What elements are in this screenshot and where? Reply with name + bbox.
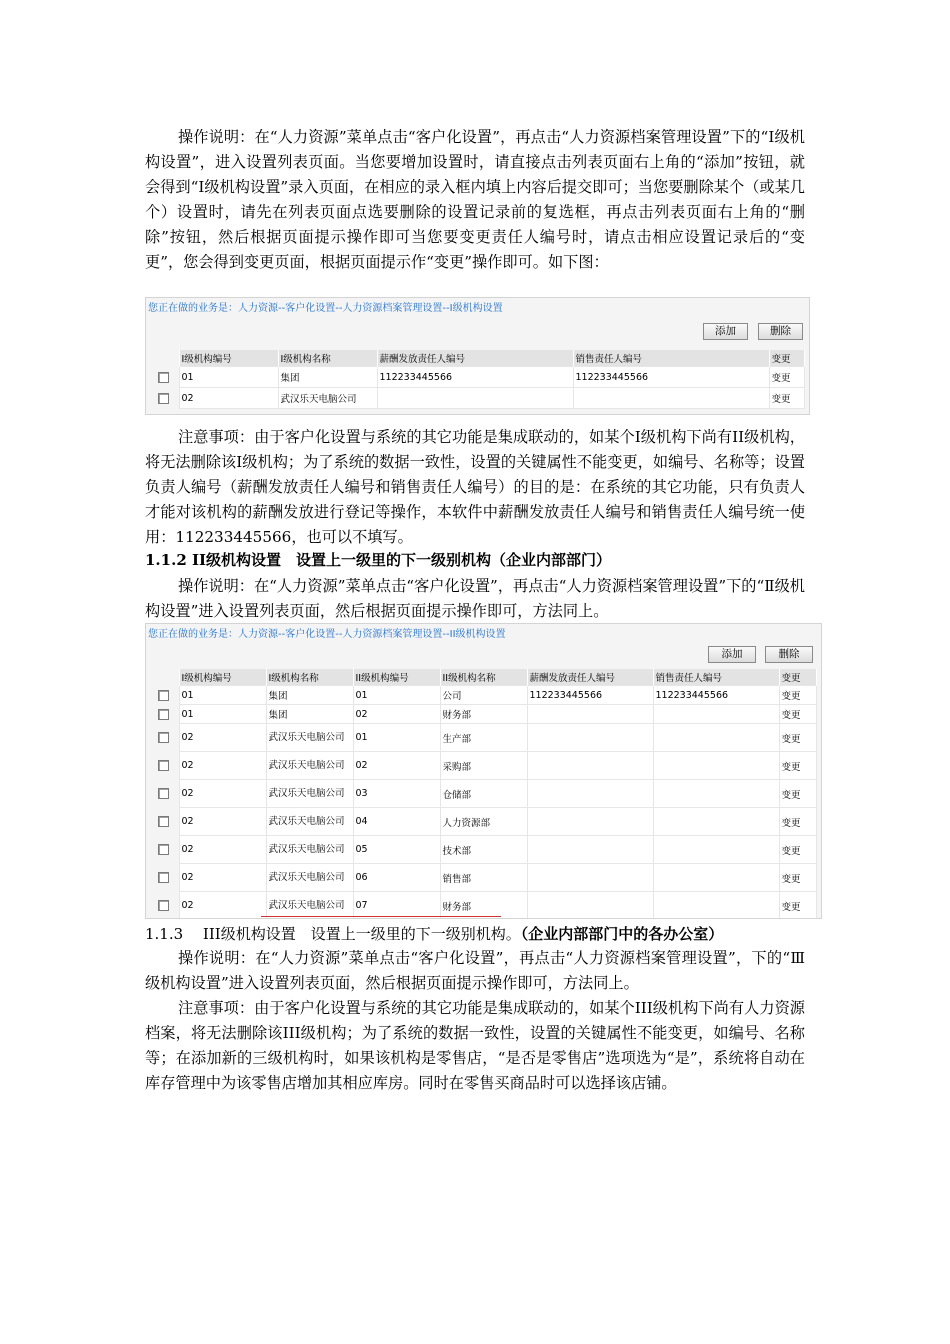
red-highlight-mark: [809, 320, 810, 346]
paragraph-level3-notes: 注意事项：由于客户化设置与系统的其它功能是集成联动的，如某个III级机构下尚有人力资源档案，将无法删除该III级机构；为了系统的数据一致性，设置的关键属性不能变更，如编号、名称等；在添加新的三级机构时，如果该机构是零售店，“是否是零售店”选项选为“是”，系统将自动在库存管理中为该零售店增加其相应库房。同时在零售买商品时可以选择该店铺。: [145, 999, 805, 1092]
cell-name: 集团: [278, 367, 377, 388]
cell-level2-name: 采购部: [440, 752, 527, 780]
cell-level2-name: 人力资源部: [440, 808, 527, 836]
cell-level2-code: 01: [353, 686, 440, 705]
cell-code: 02: [179, 388, 278, 409]
column-header: II级机构编号: [353, 669, 440, 686]
row-checkbox[interactable]: [158, 709, 169, 720]
cell-level1-code: 01: [179, 705, 266, 724]
column-header: I级机构编号: [179, 350, 278, 367]
cell-salary-owner: [527, 752, 653, 780]
cell-level2-code: 04: [353, 808, 440, 836]
cell-level1-code: 01: [179, 686, 266, 705]
cell-code: 01: [179, 367, 278, 388]
heading-1-1-3-bold: （企业内部部门中的各办公室）: [520, 925, 724, 943]
screenshot-level1-list: [145, 297, 810, 415]
table-row: [149, 686, 816, 705]
cell-sales-owner: [653, 836, 779, 864]
table-row: [149, 780, 816, 808]
table-header-row: [149, 669, 816, 686]
cell-level2-code: 02: [353, 752, 440, 780]
level2-table: [149, 669, 817, 919]
column-header: II级机构名称: [440, 669, 527, 686]
cell-level2-code: 07: [353, 892, 440, 920]
table-row: [149, 705, 816, 724]
cell-level1-code: 02: [179, 780, 266, 808]
paragraph-level2-instructions: 操作说明：在“人力资源”菜单点击“客户化设置”，再点击“人力资源档案管理设置”下的“Ⅱ级机构设置”进入设置列表页面，然后根据页面提示操作即可，方法同上。: [145, 577, 805, 620]
delete-button[interactable]: 删除: [758, 323, 803, 340]
cell-level1-name: 集团: [266, 686, 353, 705]
table-row: [149, 836, 816, 864]
change-link[interactable]: 变更: [779, 892, 816, 920]
cell-level2-code: 01: [353, 724, 440, 752]
column-header: I级机构编号: [179, 669, 266, 686]
paragraph-level3-instructions: 操作说明：在“人力资源”菜单点击“客户化设置”，再点击“人力资源档案管理设置”，下的“Ⅲ级机构设置”进入设置列表页面，然后根据页面提示操作即可，方法同上。: [145, 949, 805, 992]
cell-sales-owner: [653, 752, 779, 780]
delete-button[interactable]: 删除: [765, 646, 813, 663]
cell-level1-name: 武汉乐天电脑公司: [266, 752, 353, 780]
cell-sales-owner: [653, 705, 779, 724]
cell-level2-code: 02: [353, 705, 440, 724]
column-header: 薪酬发放责任人编号: [377, 350, 573, 367]
cell-level1-name: 武汉乐天电脑公司: [266, 836, 353, 864]
change-link[interactable]: 变更: [779, 752, 816, 780]
table-row: [149, 388, 804, 409]
change-link[interactable]: 变更: [779, 780, 816, 808]
cell-salary-owner: [527, 836, 653, 864]
row-checkbox[interactable]: [158, 393, 169, 404]
table-row: [149, 864, 816, 892]
cell-level1-code: 02: [179, 724, 266, 752]
section-heading-1-1-2: 1.1.2 II级机构设置 设置上一级里的下一级别机构（企业内部部门）: [145, 551, 612, 569]
column-header: I级机构名称: [278, 350, 377, 367]
cell-level2-name: 仓储部: [440, 780, 527, 808]
column-header: 变更: [779, 669, 816, 686]
cell-level2-code: 03: [353, 780, 440, 808]
level1-table: [149, 350, 805, 409]
column-header: I级机构名称: [266, 669, 353, 686]
cell-salary-owner: [527, 808, 653, 836]
cell-level2-name: 生产部: [440, 724, 527, 752]
change-link[interactable]: 变更: [779, 836, 816, 864]
breadcrumb: 您正在做的业务是：人力资源--客户化设置--人力资源档案管理设置--I级机构设置: [148, 303, 503, 314]
cell-level1-code: 02: [179, 808, 266, 836]
cell-level1-name: 武汉乐天电脑公司: [266, 864, 353, 892]
change-link[interactable]: 变更: [769, 388, 804, 409]
column-header: 销售责任人编号: [573, 350, 769, 367]
cell-level2-name: 财务部: [440, 892, 527, 920]
add-button[interactable]: 添加: [708, 646, 756, 663]
cell-sales-owner: [653, 892, 779, 920]
cell-salary-owner: 112233445566: [527, 686, 653, 705]
cell-level2-name: 财务部: [440, 705, 527, 724]
change-link[interactable]: 变更: [779, 705, 816, 724]
change-link[interactable]: 变更: [779, 724, 816, 752]
heading-1-1-3-text: 1.1.3 III级机构设置 设置上一级里的下一级别机构。: [145, 925, 521, 943]
cell-level1-name: 武汉乐天电脑公司: [266, 780, 353, 808]
change-link[interactable]: 变更: [769, 367, 804, 388]
cell-level1-name: 武汉乐天电脑公司: [266, 808, 353, 836]
cell-sales-owner: 112233445566: [573, 367, 769, 388]
cell-level1-name: 集团: [266, 705, 353, 724]
row-checkbox[interactable]: [158, 788, 169, 799]
row-checkbox[interactable]: [158, 872, 169, 883]
cell-level2-code: 06: [353, 864, 440, 892]
cell-level2-name: 销售部: [440, 864, 527, 892]
red-highlight-mark: [261, 916, 501, 917]
table-header-row: [149, 350, 804, 367]
cell-sales-owner: [653, 780, 779, 808]
cell-sales-owner: [653, 808, 779, 836]
table-row: [149, 752, 816, 780]
table-row: [149, 367, 804, 388]
cell-level2-name: 公司: [440, 686, 527, 705]
change-link[interactable]: 变更: [779, 808, 816, 836]
column-header: 变更: [769, 350, 804, 367]
cell-level1-code: 02: [179, 752, 266, 780]
breadcrumb: 您正在做的业务是：人力资源--客户化设置--人力资源档案管理设置--II级机构设置: [148, 629, 506, 640]
row-checkbox[interactable]: [158, 690, 169, 701]
change-link[interactable]: 变更: [779, 686, 816, 705]
row-checkbox[interactable]: [158, 900, 169, 911]
column-header: 薪酬发放责任人编号: [527, 669, 653, 686]
cell-salary-owner: 112233445566: [377, 367, 573, 388]
cell-salary-owner: [527, 780, 653, 808]
row-checkbox[interactable]: [158, 760, 169, 771]
section-heading-1-1-3: [145, 923, 825, 945]
row-checkbox[interactable]: [158, 372, 169, 383]
cell-salary-owner: [377, 388, 573, 409]
cell-level2-code: 05: [353, 836, 440, 864]
cell-salary-owner: [527, 705, 653, 724]
cell-sales-owner: [653, 724, 779, 752]
cell-sales-owner: 112233445566: [653, 686, 779, 705]
cell-level1-name: 武汉乐天电脑公司: [266, 892, 353, 920]
add-button[interactable]: 添加: [703, 323, 748, 340]
row-checkbox[interactable]: [158, 844, 169, 855]
cell-level1-code: 02: [179, 864, 266, 892]
cell-salary-owner: [527, 892, 653, 920]
paragraph-level1-notes: 注意事项：由于客户化设置与系统的其它功能是集成联动的，如某个Ⅰ级机构下尚有II级机构，将无法删除该Ⅰ级机构；为了系统的数据一致性，设置的关键属性不能变更，如编号、名称等；设置负责人编号（薪酬发放责任人编号和销售责任人编号）的目的是：在系统的其它功能，只有负责人才能对该机构的薪酬发放进行登记等操作，本软件中薪酬发放责任人编号和销售责任人编号统一使用：112233445566，也可以不填写。: [145, 428, 805, 546]
cell-sales-owner: [653, 864, 779, 892]
cell-salary-owner: [527, 864, 653, 892]
cell-level2-name: 技术部: [440, 836, 527, 864]
table-row: [149, 892, 816, 920]
cell-name: 武汉乐天电脑公司: [278, 388, 377, 409]
cell-level1-code: 02: [179, 892, 266, 920]
table-row: [149, 724, 816, 752]
row-checkbox[interactable]: [158, 816, 169, 827]
cell-sales-owner: [573, 388, 769, 409]
cell-level1-name: 武汉乐天电脑公司: [266, 724, 353, 752]
change-link[interactable]: 变更: [779, 864, 816, 892]
table-row: [149, 808, 816, 836]
screenshot-level2-list: [145, 623, 822, 919]
column-header: 销售责任人编号: [653, 669, 779, 686]
paragraph-level1-instructions: 操作说明：在“人力资源”菜单点击“客户化设置”，再点击“人力资源档案管理设置”下的“Ⅰ级机构设置”，进入设置列表页面。当您要增加设置时，请直接点击列表页面右上角的“添加”按钮，就会得到“Ⅰ级机构设置”录入页面，在相应的录入框内填上内容后提交即可；当您要删除某个（或某几个）设置时，请先在列表页面点选要删除的设置记录前的复选框，再点击列表页面右上角的“删除”按钮，然后根据页面提示操作即可当您要变更责任人编号时，请点击相应设置记录后的“变更”，您会得到变更页面，根据页面提示作“变更”操作即可。如下图：: [145, 128, 805, 271]
cell-salary-owner: [527, 724, 653, 752]
row-checkbox[interactable]: [158, 732, 169, 743]
cell-level1-code: 02: [179, 836, 266, 864]
